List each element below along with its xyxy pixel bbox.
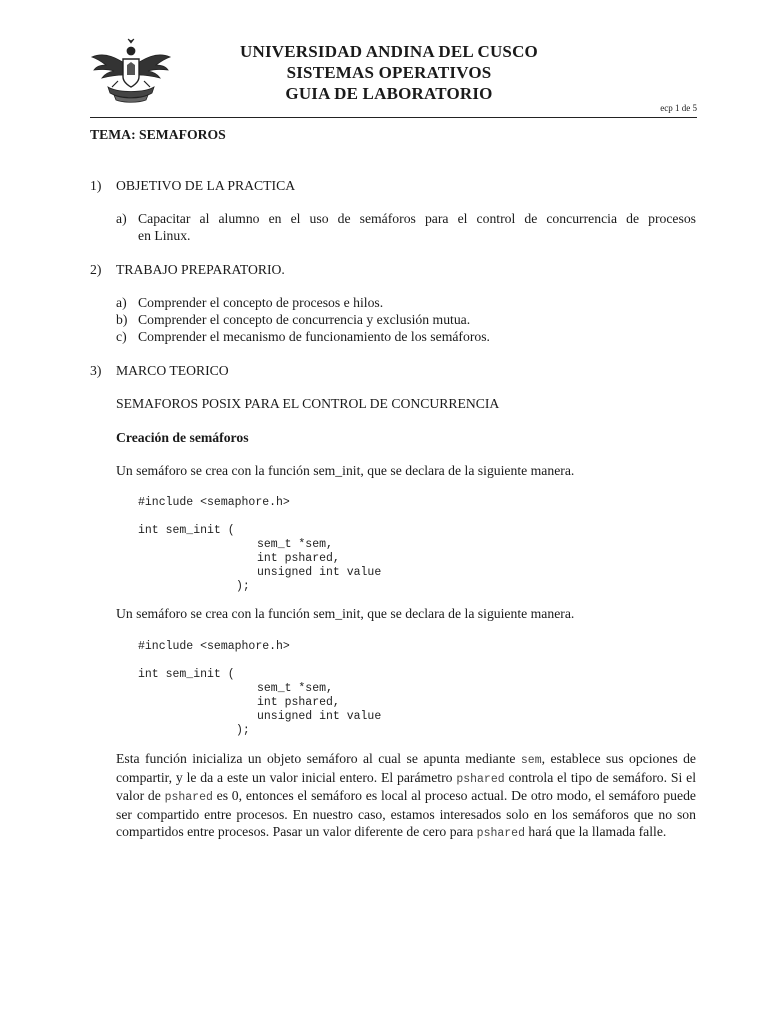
list-item-text: Comprender el mecanismo de funcionamiento de los semáforos.: [138, 329, 490, 344]
section-title: MARCO TEORICO: [116, 363, 229, 378]
section-title: TRABAJO PREPARATORIO.: [116, 262, 285, 277]
paragraph-text: controla el tipo de semáforo. Si el valor de: [116, 769, 697, 804]
section-number: 1): [90, 178, 102, 193]
list-marker: b): [116, 312, 128, 327]
topic-title: TEMA: SEMAFOROS: [90, 127, 226, 142]
code-arg: int pshared,: [257, 552, 340, 565]
university-name: UNIVERSIDAD ANDINA DEL CUSCO: [240, 42, 538, 61]
inline-code: pshared: [476, 826, 525, 840]
intro-paragraph: Un semáforo se crea con la función sem_init, que se declara de la siguiente manera.: [116, 463, 575, 478]
code-function: int sem_init (: [138, 668, 235, 681]
code-arg: unsigned int value: [257, 710, 382, 723]
code-close: );: [236, 580, 250, 593]
inline-code: pshared: [164, 791, 213, 805]
list-item-text: Capacitar al alumno en el uso de semáforos para el control de concurrencia de procesos: [138, 211, 696, 226]
code-arg: sem_t *sem,: [257, 682, 333, 695]
paragraph-text: Esta función inicializa un objeto semáforo al cual se apunta mediante: [116, 751, 521, 766]
explanation-paragraph: [116, 751, 696, 843]
course-name: SISTEMAS OPERATIVOS: [286, 63, 492, 82]
code-close: );: [236, 724, 250, 737]
guide-title: GUIA DE LABORATORIO: [285, 84, 493, 103]
list-item-text: Comprender el concepto de concurrencia y exclusión mutua.: [138, 312, 471, 327]
subsection-heading: Creación de semáforos: [116, 430, 249, 445]
code-include: #include <semaphore.h>: [138, 640, 290, 653]
section-title: OBJETIVO DE LA PRACTICA: [116, 178, 296, 193]
section-number: 3): [90, 363, 102, 378]
code-arg: int pshared,: [257, 696, 340, 709]
intro-paragraph: Un semáforo se crea con la función sem_init, que se declara de la siguiente manera.: [116, 606, 575, 621]
paragraph-text: es 0, entonces el semáforo es local al proceso actual. De otro modo, el semáforo puede ser compartido entre procesos. En nuestro caso, estamos interesados solo en los semáforos que no son compartidos entre procesos. Pasar un valor diferente de cero para: [116, 788, 696, 839]
code-function: int sem_init (: [138, 524, 235, 537]
code-include: #include <semaphore.h>: [138, 496, 290, 509]
list-marker: a): [116, 211, 127, 226]
header-divider: [90, 117, 697, 118]
list-marker: a): [116, 295, 127, 310]
inline-code: pshared: [456, 772, 505, 786]
list-item-text: Comprender el concepto de procesos e hilos.: [138, 295, 384, 310]
code-arg: sem_t *sem,: [257, 538, 333, 551]
list-marker: c): [116, 329, 127, 344]
inline-code: sem: [520, 754, 542, 767]
code-arg: unsigned int value: [257, 566, 382, 579]
page-number: ecp 1 de 5: [660, 103, 697, 113]
paragraph-text: , establece sus opciones de compartir, y le da a este un valor inicial entero. El parámetro: [116, 751, 696, 785]
paragraph-text: hará que la llamada falle.: [524, 823, 667, 839]
list-item-text: en Linux.: [138, 228, 191, 243]
section-number: 2): [90, 262, 102, 277]
subsection-title: SEMAFOROS POSIX PARA EL CONTROL DE CONCURRENCIA: [116, 396, 500, 411]
